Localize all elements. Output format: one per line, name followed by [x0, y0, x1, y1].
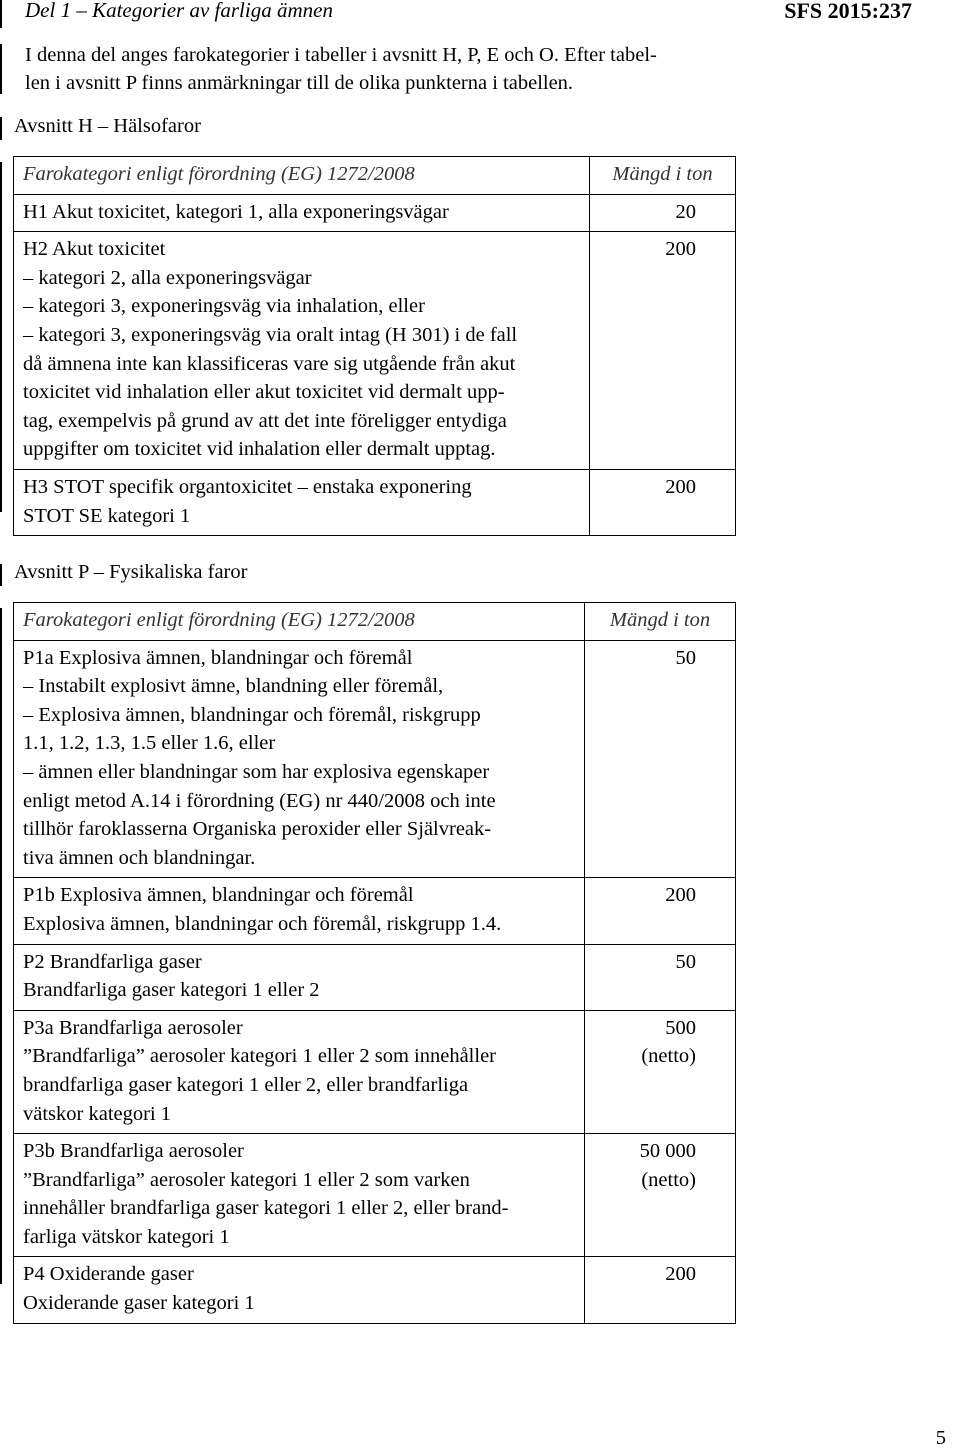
table-row [14, 232, 736, 470]
category-line: – kategori 3, exponeringsväg via inhalation, eller [23, 295, 425, 318]
intro-line: I denna del anges farokategorier i tabeller i avsnitt H, P, E och O. Efter tabel- [25, 44, 657, 66]
category-line: H2 Akut toxicitet [23, 238, 166, 261]
amount-value: 200 [665, 1263, 696, 1286]
amount-cell [590, 232, 736, 470]
amount-cell [585, 1010, 736, 1133]
physical-hazards-table [13, 602, 736, 1324]
category-cell [14, 878, 585, 944]
change-bar [0, 608, 2, 1284]
category-line: Explosiva ämnen, blandningar och föremål, riskgrupp 1.4. [23, 912, 502, 935]
category-cell [14, 944, 585, 1010]
category-line: P3b Brandfarliga aerosoler [23, 1140, 244, 1163]
category-line: ”Brandfarliga” aerosoler kategori 1 eller 2 som innehåller [23, 1045, 497, 1068]
category-line: toxicitet vid inhalation eller akut toxicitet vid dermalt upp- [23, 381, 505, 404]
amount-value: 50 [675, 950, 696, 973]
category-line: Brandfarliga gaser kategori 1 eller 2 [23, 979, 320, 1002]
change-bar [0, 0, 2, 28]
category-line: ”Brandfarliga” aerosoler kategori 1 eller 2 som varken [23, 1168, 470, 1191]
amount-cell [590, 194, 736, 232]
amount-value: 200 [665, 884, 696, 907]
category-line: – Explosiva ämnen, blandningar och föremål, riskgrupp [23, 703, 481, 726]
category-line: H1 Akut toxicitet, kategori 1, alla exponeringsvägar [23, 200, 449, 223]
amount-value: (netto) [641, 1045, 696, 1068]
table-header-row [14, 157, 736, 195]
category-line: 1.1, 1.2, 1.3, 1.5 eller 1.6, eller [23, 732, 276, 755]
category-line: farliga vätskor kategori 1 [23, 1225, 230, 1248]
column-header-amount: Mängd i ton [585, 603, 736, 641]
category-line: H3 STOT specifik organtoxicitet – enstaka exponering [23, 475, 472, 498]
amount-cell [585, 878, 736, 944]
category-cell [14, 640, 585, 878]
part-title: Del 1 – Kategorier av farliga ämnen [25, 0, 333, 22]
amount-value: 50 000 [639, 1140, 696, 1163]
category-line: enligt metod A.14 i förordning (EG) nr 440/2008 och inte [23, 789, 496, 812]
category-line: P3a Brandfarliga aerosoler [23, 1016, 243, 1039]
column-header-amount: Mängd i ton [590, 157, 736, 195]
section-p-title: Avsnitt P – Fysikaliska faror [14, 561, 248, 583]
table-row [14, 194, 736, 232]
category-line: P4 Oxiderande gaser [23, 1263, 194, 1286]
category-line: P2 Brandfarliga gaser [23, 950, 202, 973]
category-line: Oxiderande gaser kategori 1 [23, 1292, 255, 1315]
category-cell [14, 1134, 585, 1257]
category-line: – ämnen eller blandningar som har explosiva egenskaper [23, 760, 490, 783]
intro-paragraph [25, 41, 657, 97]
category-line: uppgifter om toxicitet vid inhalation eller dermalt upptag. [23, 438, 496, 461]
intro-line: len i avsnitt P finns anmärkningar till de olika punkterna i tabellen. [25, 72, 574, 94]
category-cell [14, 469, 590, 535]
change-bar [0, 44, 2, 94]
amount-value: 200 [665, 475, 696, 498]
category-line: P1b Explosiva ämnen, blandningar och föremål [23, 884, 414, 907]
amount-cell [585, 1257, 736, 1323]
column-header-category: Farokategori enligt förordning (EG) 1272/2008 [14, 157, 590, 195]
health-hazards-table [13, 156, 736, 536]
amount-cell [590, 469, 736, 535]
category-line: tiva ämnen och blandningar. [23, 846, 256, 869]
category-cell [14, 194, 590, 232]
page-number: 5 [935, 1427, 946, 1449]
sfs-number: SFS 2015:237 [784, 0, 912, 23]
amount-cell [585, 944, 736, 1010]
category-line: tillhör faroklasserna Organiska peroxider eller Självreak- [23, 818, 492, 841]
column-header-category: Farokategori enligt förordning (EG) 1272/2008 [14, 603, 585, 641]
category-cell [14, 232, 590, 470]
category-line: – kategori 2, alla exponeringsvägar [23, 266, 312, 289]
table-row [14, 640, 736, 878]
category-line: – Instabilt explosivt ämne, blandning eller föremål, [23, 675, 444, 698]
section-h-title: Avsnitt H – Hälsofaror [14, 115, 201, 137]
change-bar [0, 117, 2, 140]
change-bar [0, 564, 2, 586]
category-line: vätskor kategori 1 [23, 1102, 172, 1125]
table-header-row [14, 603, 736, 641]
table-row [14, 1257, 736, 1323]
category-line: innehåller brandfarliga gaser kategori 1 eller 2, eller brand- [23, 1197, 509, 1220]
category-line: P1a Explosiva ämnen, blandningar och föremål [23, 646, 413, 669]
amount-value: 200 [665, 238, 696, 261]
amount-cell [585, 1134, 736, 1257]
category-line: tag, exempelvis på grund av att det inte föreligger entydiga [23, 409, 507, 432]
category-line: STOT SE kategori 1 [23, 504, 191, 527]
table-row [14, 878, 736, 944]
category-line: då ämnena inte kan klassificeras vare sig utgående från akut [23, 352, 516, 375]
table-row [14, 1134, 736, 1257]
category-line: brandfarliga gaser kategori 1 eller 2, eller brandfarliga [23, 1073, 469, 1096]
table-row [14, 944, 736, 1010]
category-cell [14, 1257, 585, 1323]
amount-value: 500 [665, 1016, 696, 1039]
change-bar [0, 162, 2, 512]
amount-value: 50 [675, 646, 696, 669]
amount-cell [585, 640, 736, 878]
table-row [14, 1010, 736, 1133]
category-line: – kategori 3, exponeringsväg via oralt intag (H 301) i de fall [23, 323, 518, 346]
amount-value: (netto) [641, 1168, 696, 1191]
table-row [14, 469, 736, 535]
amount-value: 20 [675, 200, 696, 223]
category-cell [14, 1010, 585, 1133]
